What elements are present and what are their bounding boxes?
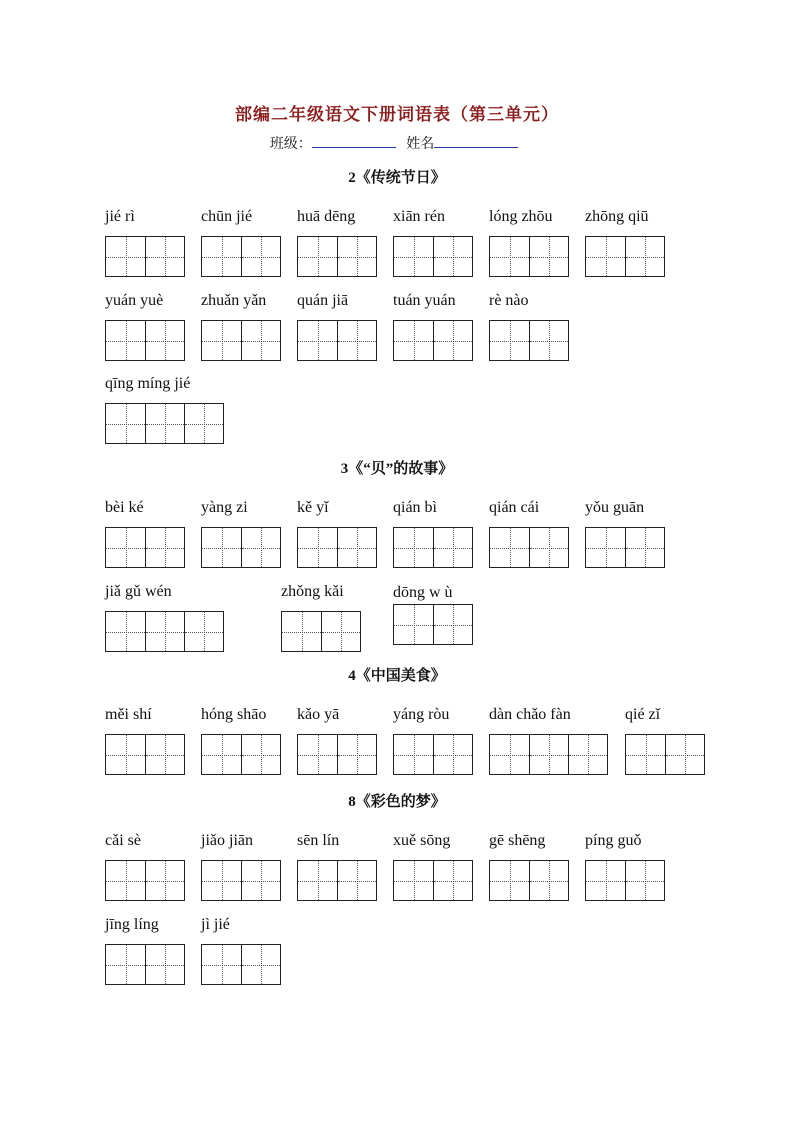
writing-grid bbox=[625, 734, 705, 775]
word-pinyin: měi shí bbox=[105, 706, 152, 723]
writing-grid bbox=[297, 236, 377, 277]
writing-cell[interactable] bbox=[625, 237, 664, 276]
word-pinyin: quán jiā bbox=[297, 292, 349, 309]
writing-cell[interactable] bbox=[241, 321, 280, 360]
writing-grid bbox=[585, 860, 665, 901]
writing-grid bbox=[489, 320, 569, 361]
writing-cell[interactable] bbox=[145, 528, 184, 567]
writing-cell[interactable] bbox=[490, 735, 529, 774]
writing-cell[interactable] bbox=[433, 321, 472, 360]
writing-cell[interactable] bbox=[433, 735, 472, 774]
word-pinyin: yǒu guān bbox=[585, 499, 645, 516]
writing-cell[interactable] bbox=[394, 237, 433, 276]
writing-cell[interactable] bbox=[433, 861, 472, 900]
word-item bbox=[105, 375, 224, 444]
writing-cell[interactable] bbox=[145, 945, 184, 984]
word-item bbox=[393, 208, 473, 277]
writing-cell[interactable] bbox=[241, 528, 280, 567]
word-item bbox=[201, 292, 281, 361]
word-pinyin: qián bì bbox=[393, 499, 437, 516]
writing-grid bbox=[201, 527, 281, 568]
writing-cell[interactable] bbox=[298, 528, 337, 567]
writing-cell[interactable] bbox=[145, 861, 184, 900]
writing-cell[interactable] bbox=[490, 321, 529, 360]
writing-cell[interactable] bbox=[145, 237, 184, 276]
word-item bbox=[105, 292, 185, 361]
writing-cell[interactable] bbox=[202, 321, 241, 360]
word-item bbox=[281, 583, 361, 652]
writing-grid bbox=[489, 527, 569, 568]
writing-grid bbox=[105, 860, 185, 901]
word-item bbox=[201, 208, 281, 277]
word-pinyin: sēn lín bbox=[297, 832, 340, 849]
word-pinyin: lóng zhōu bbox=[489, 208, 553, 225]
writing-cell[interactable] bbox=[241, 945, 280, 984]
word-item bbox=[201, 499, 281, 568]
word-item bbox=[105, 916, 185, 985]
writing-cell[interactable] bbox=[490, 237, 529, 276]
word-item bbox=[297, 292, 377, 361]
writing-cell[interactable] bbox=[625, 528, 664, 567]
writing-grid bbox=[393, 860, 473, 901]
writing-cell[interactable] bbox=[202, 861, 241, 900]
writing-grid bbox=[105, 236, 185, 277]
writing-cell[interactable] bbox=[625, 861, 664, 900]
word-item bbox=[393, 706, 473, 775]
word-pinyin: zhuǎn yǎn bbox=[201, 292, 267, 309]
writing-cell[interactable] bbox=[394, 735, 433, 774]
word-item bbox=[585, 208, 665, 277]
writing-cell[interactable] bbox=[337, 528, 376, 567]
word-item bbox=[489, 208, 569, 277]
name-label: 姓名 bbox=[406, 136, 435, 152]
writing-grid bbox=[105, 527, 185, 568]
writing-grid bbox=[489, 236, 569, 277]
writing-cell[interactable] bbox=[106, 735, 145, 774]
writing-cell[interactable] bbox=[490, 528, 529, 567]
word-item bbox=[105, 583, 224, 652]
writing-grid bbox=[105, 611, 224, 652]
writing-cell[interactable] bbox=[202, 735, 241, 774]
word-pinyin: xuě sōng bbox=[393, 832, 451, 849]
writing-cell[interactable] bbox=[298, 237, 337, 276]
word-pinyin: yuán yuè bbox=[105, 292, 164, 309]
writing-cell[interactable] bbox=[337, 321, 376, 360]
word-pinyin: hóng shāo bbox=[201, 706, 267, 723]
writing-cell[interactable] bbox=[529, 528, 568, 567]
word-pinyin: zhōng qiū bbox=[585, 208, 649, 225]
writing-cell[interactable] bbox=[529, 861, 568, 900]
writing-grid bbox=[297, 860, 377, 901]
class-field[interactable] bbox=[312, 135, 396, 148]
writing-cell[interactable] bbox=[394, 321, 433, 360]
word-item bbox=[105, 832, 185, 901]
word-pinyin: huā dēng bbox=[297, 208, 356, 225]
word-item bbox=[105, 208, 185, 277]
word-item bbox=[297, 832, 377, 901]
word-pinyin: qīng míng jié bbox=[105, 375, 191, 392]
word-pinyin: jiǎo jiān bbox=[201, 832, 253, 849]
writing-cell[interactable] bbox=[241, 861, 280, 900]
writing-grid bbox=[201, 734, 281, 775]
writing-cell[interactable] bbox=[586, 237, 625, 276]
writing-cell[interactable] bbox=[106, 404, 145, 443]
writing-cell[interactable] bbox=[626, 735, 665, 774]
writing-cell[interactable] bbox=[106, 528, 145, 567]
writing-cell[interactable] bbox=[145, 612, 184, 651]
writing-cell[interactable] bbox=[529, 735, 568, 774]
writing-grid bbox=[105, 403, 224, 444]
word-pinyin: jì jié bbox=[201, 916, 230, 933]
writing-cell[interactable] bbox=[665, 735, 704, 774]
word-item bbox=[201, 706, 281, 775]
name-field[interactable] bbox=[434, 135, 518, 148]
writing-cell[interactable] bbox=[529, 321, 568, 360]
word-item bbox=[489, 499, 569, 568]
writing-grid bbox=[585, 236, 665, 277]
writing-cell[interactable] bbox=[241, 237, 280, 276]
lesson-title: 8《彩色的梦》 bbox=[348, 794, 446, 810]
writing-cell[interactable] bbox=[298, 861, 337, 900]
word-pinyin: qián cái bbox=[489, 499, 540, 516]
student-info bbox=[0, 133, 794, 153]
word-pinyin: dàn chǎo fàn bbox=[489, 706, 571, 723]
word-pinyin: tuán yuán bbox=[393, 292, 456, 309]
writing-cell[interactable] bbox=[586, 528, 625, 567]
writing-cell[interactable] bbox=[568, 735, 607, 774]
writing-cell[interactable] bbox=[394, 605, 433, 644]
word-item bbox=[393, 832, 473, 901]
writing-grid bbox=[297, 527, 377, 568]
word-item bbox=[489, 706, 608, 775]
word-item bbox=[489, 832, 569, 901]
writing-cell[interactable] bbox=[106, 321, 145, 360]
writing-cell[interactable] bbox=[184, 404, 223, 443]
writing-cell[interactable] bbox=[394, 528, 433, 567]
writing-cell[interactable] bbox=[490, 861, 529, 900]
writing-cell[interactable] bbox=[202, 945, 241, 984]
writing-cell[interactable] bbox=[106, 612, 145, 651]
writing-cell[interactable] bbox=[184, 612, 223, 651]
writing-cell[interactable] bbox=[241, 735, 280, 774]
word-pinyin: bèi ké bbox=[105, 499, 144, 516]
word-item bbox=[297, 706, 377, 775]
writing-cell[interactable] bbox=[433, 605, 472, 644]
writing-grid bbox=[393, 236, 473, 277]
writing-cell[interactable] bbox=[337, 861, 376, 900]
writing-cell[interactable] bbox=[337, 237, 376, 276]
writing-cell[interactable] bbox=[433, 528, 472, 567]
writing-cell[interactable] bbox=[106, 945, 145, 984]
word-item bbox=[585, 832, 665, 901]
writing-grid bbox=[201, 320, 281, 361]
writing-grid bbox=[201, 236, 281, 277]
word-pinyin: chūn jié bbox=[201, 208, 253, 225]
word-pinyin: zhǒng kǎi bbox=[281, 583, 344, 600]
writing-cell[interactable] bbox=[145, 404, 184, 443]
writing-cell[interactable] bbox=[586, 861, 625, 900]
writing-grid bbox=[105, 320, 185, 361]
lesson-title: 4《中国美食》 bbox=[348, 668, 446, 684]
writing-grid bbox=[393, 604, 473, 645]
writing-cell[interactable] bbox=[529, 237, 568, 276]
writing-grid bbox=[201, 944, 281, 985]
word-pinyin: qié zǐ bbox=[625, 706, 661, 723]
word-pinyin: dōng w ù bbox=[393, 584, 453, 601]
writing-cell[interactable] bbox=[298, 735, 337, 774]
word-item bbox=[393, 292, 473, 361]
writing-cell[interactable] bbox=[321, 612, 360, 651]
word-item bbox=[489, 292, 569, 361]
word-item bbox=[201, 916, 281, 985]
writing-grid bbox=[105, 734, 185, 775]
writing-cell[interactable] bbox=[298, 321, 337, 360]
word-item bbox=[393, 584, 473, 645]
writing-cell[interactable] bbox=[202, 528, 241, 567]
class-label: 班级： bbox=[269, 136, 312, 152]
word-pinyin: jié rì bbox=[105, 208, 135, 225]
writing-grid bbox=[489, 860, 569, 901]
writing-cell[interactable] bbox=[433, 237, 472, 276]
word-pinyin: jiǎ gǔ wén bbox=[105, 583, 172, 600]
lesson-title: 2《传统节日》 bbox=[348, 170, 446, 186]
word-pinyin: píng guǒ bbox=[585, 832, 642, 849]
word-item bbox=[105, 706, 185, 775]
writing-grid bbox=[489, 734, 608, 775]
writing-cell[interactable] bbox=[106, 237, 145, 276]
word-item bbox=[297, 499, 377, 568]
page-title: 部编二年级语文下册词语表（第三单元） bbox=[235, 105, 559, 124]
writing-cell[interactable] bbox=[145, 321, 184, 360]
writing-grid bbox=[105, 944, 185, 985]
word-pinyin: xiān rén bbox=[393, 208, 445, 225]
word-item bbox=[201, 832, 281, 901]
word-pinyin: rè nào bbox=[489, 292, 529, 309]
writing-grid bbox=[393, 527, 473, 568]
writing-cell[interactable] bbox=[282, 612, 321, 651]
word-pinyin: kě yǐ bbox=[297, 499, 329, 516]
writing-cell[interactable] bbox=[145, 735, 184, 774]
writing-grid bbox=[281, 611, 361, 652]
word-pinyin: jīng líng bbox=[105, 916, 159, 933]
word-item bbox=[105, 499, 185, 568]
word-item bbox=[297, 208, 377, 277]
writing-cell[interactable] bbox=[202, 237, 241, 276]
writing-grid bbox=[393, 734, 473, 775]
writing-grid bbox=[393, 320, 473, 361]
word-item bbox=[393, 499, 473, 568]
word-pinyin: kǎo yā bbox=[297, 706, 340, 723]
writing-grid bbox=[585, 527, 665, 568]
word-pinyin: yàng zi bbox=[201, 499, 248, 516]
writing-grid bbox=[297, 734, 377, 775]
writing-grid bbox=[297, 320, 377, 361]
word-item bbox=[625, 706, 705, 775]
writing-cell[interactable] bbox=[106, 861, 145, 900]
word-pinyin: yáng ròu bbox=[393, 706, 450, 723]
word-pinyin: gē shēng bbox=[489, 832, 546, 849]
word-pinyin: cǎi sè bbox=[105, 832, 141, 849]
lesson-title: 3《“贝”的故事》 bbox=[340, 461, 454, 477]
word-item bbox=[585, 499, 665, 568]
writing-cell[interactable] bbox=[394, 861, 433, 900]
writing-grid bbox=[201, 860, 281, 901]
writing-cell[interactable] bbox=[337, 735, 376, 774]
